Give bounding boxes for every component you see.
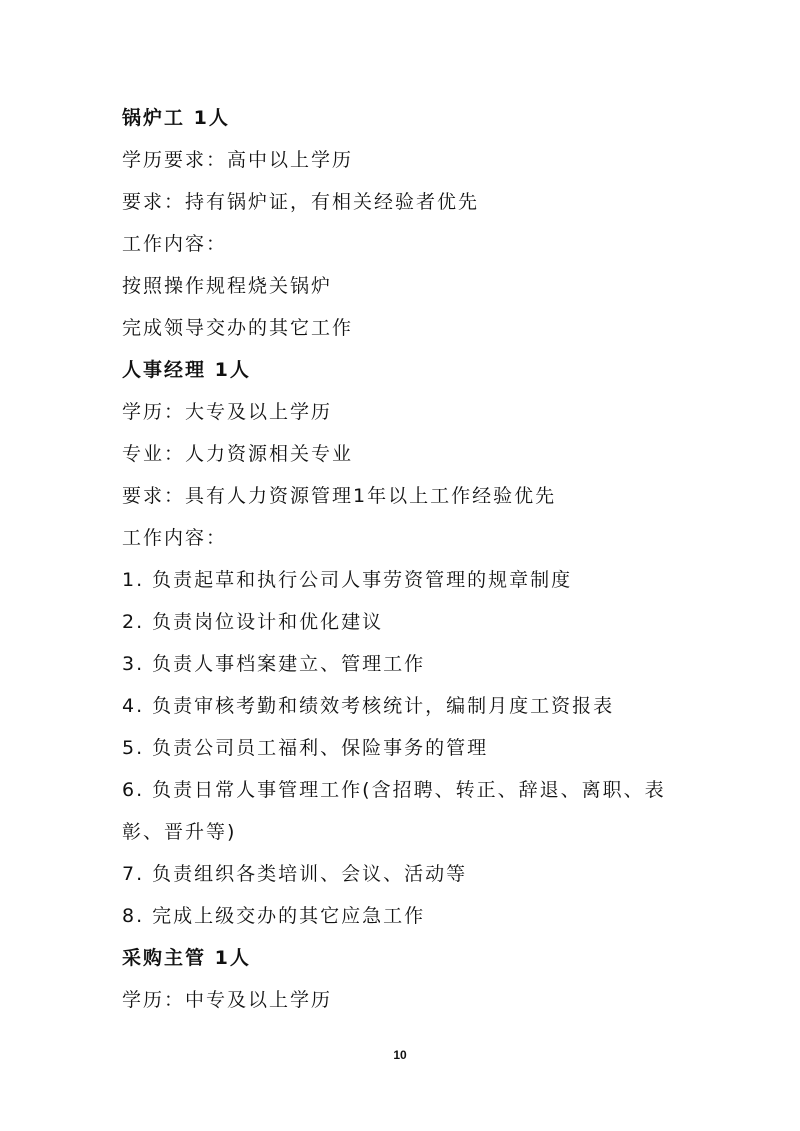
duty-item: 2. 负责岗位设计和优化建议 [122, 611, 384, 633]
duty-item: 5. 负责公司员工福利、保险事务的管理 [122, 737, 489, 759]
education-requirement: 学历：大专及以上学历 [122, 401, 333, 423]
work-content-label: 工作内容： [122, 233, 228, 255]
duty-item: 7. 负责组织各类培训、会议、活动等 [122, 863, 468, 885]
heading-boiler-worker: 锅炉工 1人 [122, 107, 230, 129]
major-requirement: 专业：人力资源相关专业 [122, 443, 354, 465]
duty-item-continuation: 彰、晋升等) [122, 821, 237, 843]
work-content-item: 按照操作规程烧关锅炉 [122, 275, 333, 297]
duty-item: 6. 负责日常人事管理工作(含招聘、转正、辞退、离职、表 [122, 779, 666, 801]
duty-item: 4. 负责审核考勤和绩效考核统计，编制月度工资报表 [122, 695, 615, 717]
work-content-label: 工作内容： [122, 527, 228, 549]
education-requirement: 学历要求：高中以上学历 [122, 149, 354, 171]
work-content-item: 完成领导交办的其它工作 [122, 317, 354, 339]
heading-purchasing-supervisor: 采购主管 1人 [122, 947, 251, 969]
page-number: 10 [393, 1048, 407, 1062]
education-requirement: 学历：中专及以上学历 [122, 989, 333, 1011]
requirement-text: 要求：持有锅炉证，有相关经验者优先 [122, 191, 480, 213]
duty-item: 3. 负责人事档案建立、管理工作 [122, 653, 426, 675]
duty-item: 1. 负责起草和执行公司人事劳资管理的规章制度 [122, 569, 573, 591]
heading-hr-manager: 人事经理 1人 [122, 359, 251, 381]
requirement-text: 要求：具有人力资源管理1年以上工作经验优先 [122, 485, 557, 507]
duty-item: 8. 完成上级交办的其它应急工作 [122, 905, 426, 927]
